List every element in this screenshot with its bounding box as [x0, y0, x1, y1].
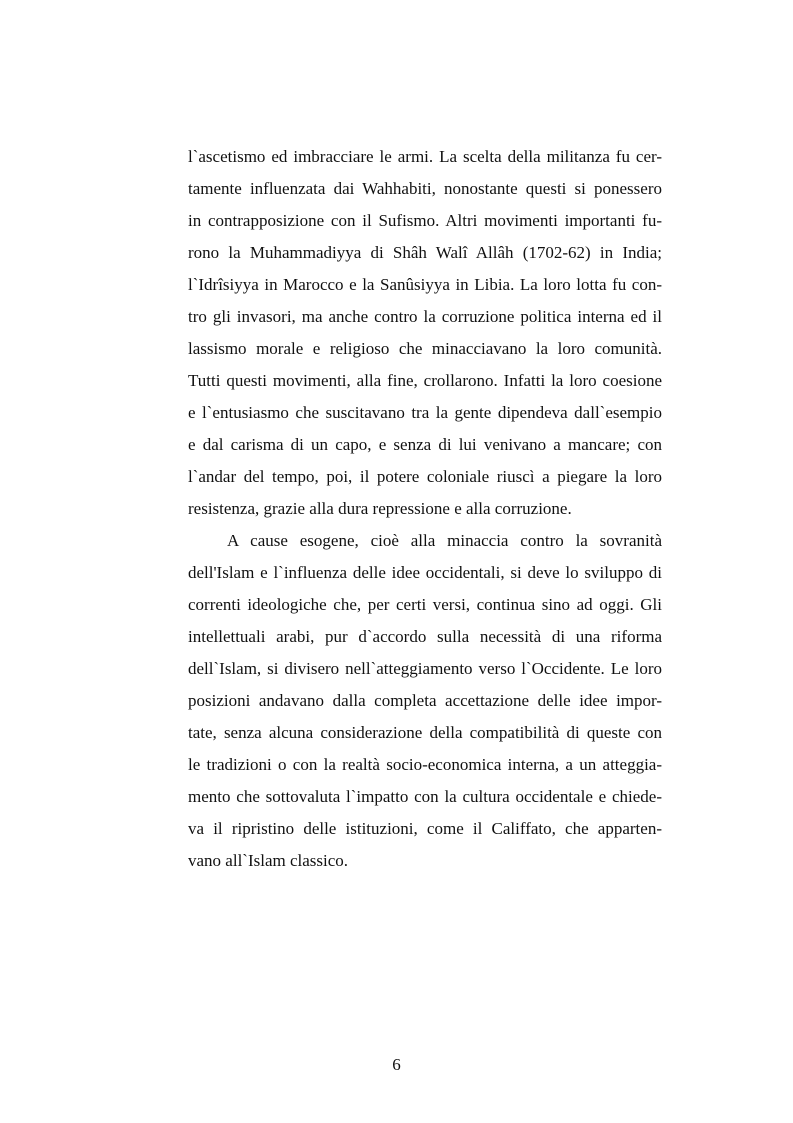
- paragraph-2-line-1: A cause esogene, cioè alla minaccia contro la sovranità: [227, 531, 662, 550]
- paragraph-1-line-8: Tutti questi movimenti, alla fine, crollarono. Infatti la loro coesione: [188, 371, 662, 390]
- paragraph-1-line-7: lassismo morale e religioso che minacciavano la loro comunità.: [188, 339, 662, 358]
- paragraph-1-line-11: l`andar del tempo, poi, il potere coloniale riuscì a piegare la loro: [188, 467, 662, 486]
- paragraph-2-line-2: dell'Islam e l`influenza delle idee occidentali, si deve lo sviluppo di: [188, 563, 662, 582]
- paragraph-1-line-9: e l`entusiasmo che suscitavano tra la gente dipendeva dall`esempio: [188, 403, 662, 422]
- paragraph-2-line-4: intellettuali arabi, pur d`accordo sulla necessità di una riforma: [188, 627, 662, 646]
- paragraph-1-line-5: l`Idrîsiyya in Marocco e la Sanûsiyya in Libia. La loro lotta fu con-: [188, 275, 662, 294]
- paragraph-2-line-9: mento che sottovaluta l`impatto con la cultura occidentale e chiede-: [188, 787, 662, 806]
- paragraph-1-line-10: e dal carisma di un capo, e senza di lui venivano a mancare; con: [188, 435, 662, 454]
- paragraph-1-line-4: rono la Muhammadiyya di Shâh Walî Allâh (1702-62) in India;: [188, 243, 662, 262]
- paragraph-2-line-7: tate, senza alcuna considerazione della compatibilità di queste con: [188, 723, 662, 742]
- paragraph-1-line-2: tamente influenzata dai Wahhabiti, nonostante questi si ponessero: [188, 179, 662, 198]
- paragraph-1-line-1: l`ascetismo ed imbracciare le armi. La scelta della militanza fu cer-: [188, 147, 662, 166]
- paragraph-2-line-3: correnti ideologiche che, per certi versi, continua sino ad oggi. Gli: [188, 595, 662, 614]
- paragraph-1-line-6: tro gli invasori, ma anche contro la corruzione politica interna ed il: [188, 307, 662, 326]
- paragraph-2-line-10: va il ripristino delle istituzioni, come il Califfato, che apparten-: [188, 819, 662, 838]
- paragraph-2-line-5: dell`Islam, si divisero nell`atteggiamento verso l`Occidente. Le loro: [188, 659, 662, 678]
- page-number: 6: [392, 1055, 401, 1074]
- paragraph-1-line-12: resistenza, grazie alla dura repressione e alla corruzione.: [188, 499, 572, 518]
- paragraph-2-line-6: posizioni andavano dalla completa accettazione delle idee impor-: [188, 691, 662, 710]
- paragraph-1-line-3: in contrapposizione con il Sufismo. Altri movimenti importanti fu-: [188, 211, 662, 230]
- paragraph-2-line-11: vano all`Islam classico.: [188, 851, 349, 870]
- paragraph-2-line-8: le tradizioni o con la realtà socio-economica interna, a un atteggia-: [188, 755, 662, 774]
- body-text: [188, 144, 662, 880]
